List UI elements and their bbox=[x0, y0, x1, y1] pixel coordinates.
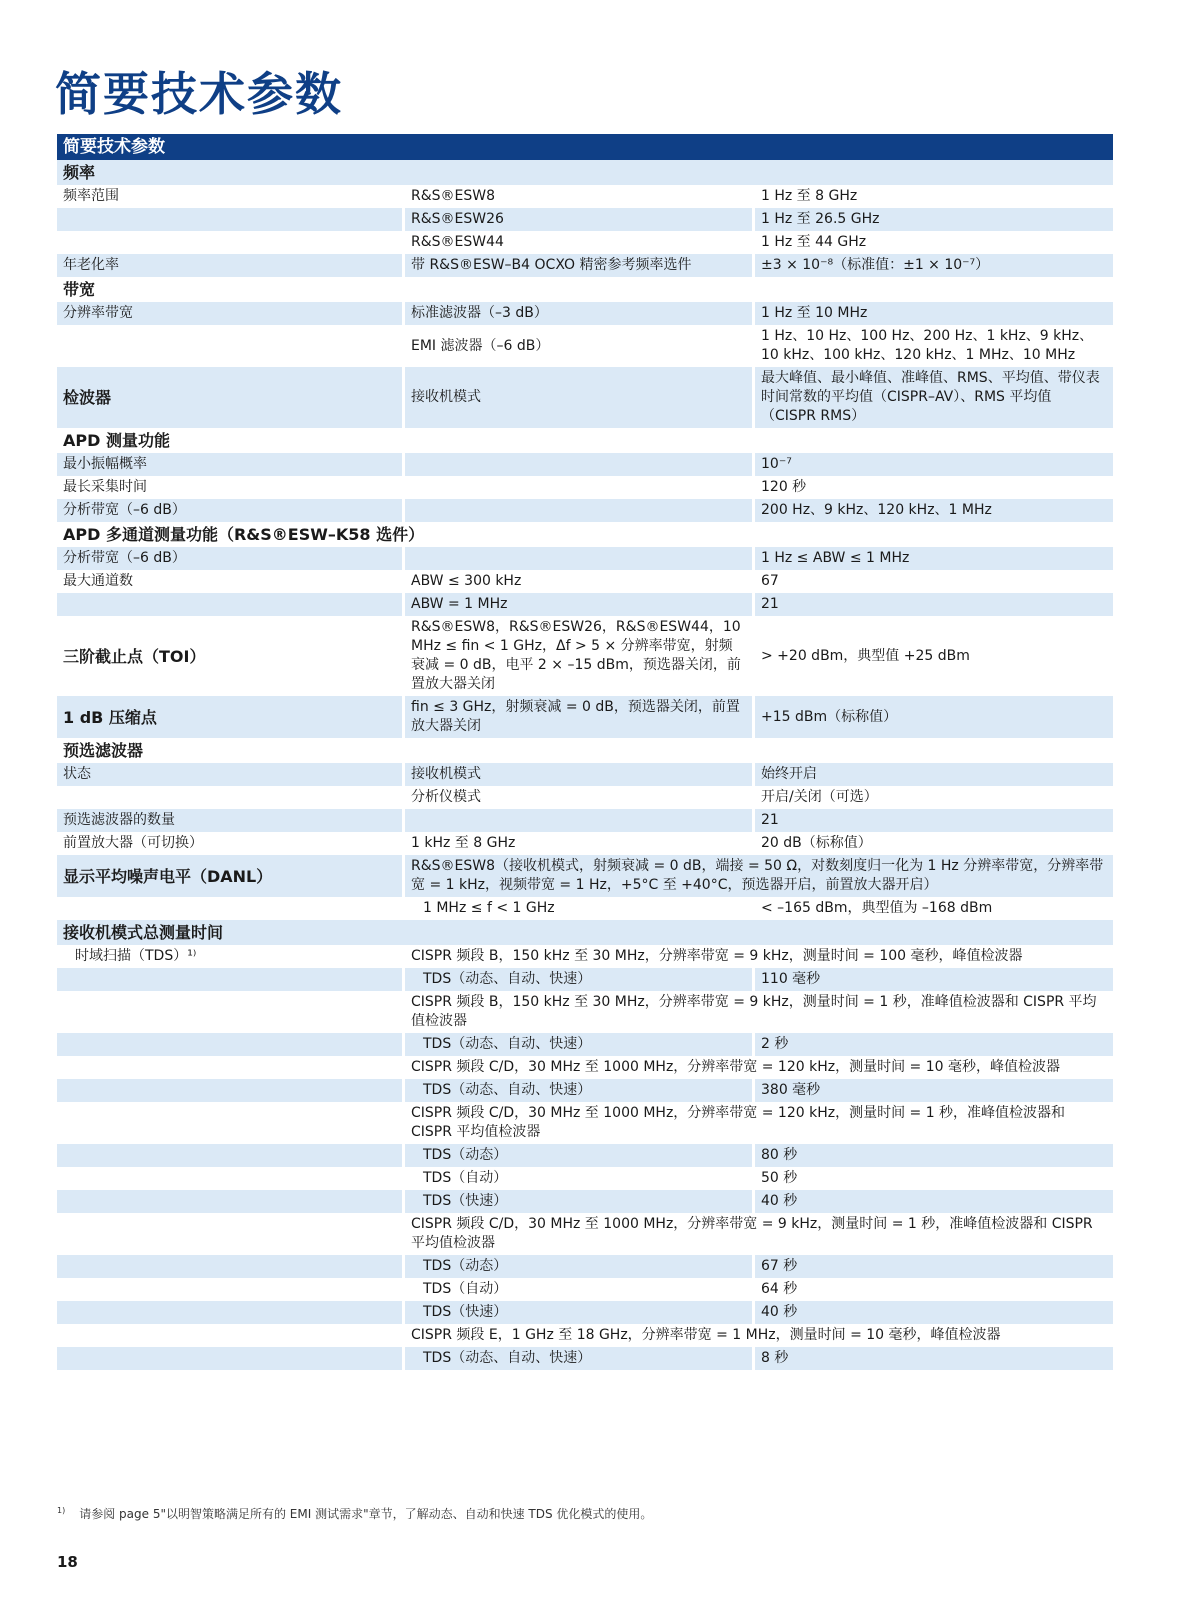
value-cell: 始终开启 bbox=[755, 763, 1113, 786]
value-cell: 1 Hz ≤ ABW ≤ 1 MHz bbox=[755, 547, 1113, 570]
param-cell bbox=[57, 1301, 405, 1324]
table-row bbox=[57, 616, 1113, 696]
table-row bbox=[57, 855, 1113, 897]
table-row bbox=[57, 1079, 1113, 1102]
section-heading: 接收机模式总测量时间 bbox=[57, 920, 1113, 945]
value-cell: 50 秒 bbox=[755, 1167, 1113, 1190]
param-cell: 最小振幅概率 bbox=[57, 453, 405, 476]
value-cell: 80 秒 bbox=[755, 1144, 1113, 1167]
condition-cell: 标准滤波器（–3 dB） bbox=[405, 302, 755, 325]
value-cell: 1 Hz 至 44 GHz bbox=[755, 231, 1113, 254]
condition-cell: TDS（自动） bbox=[405, 1167, 755, 1190]
section-row bbox=[57, 920, 1113, 945]
value-cell: 67 秒 bbox=[755, 1255, 1113, 1278]
table-row bbox=[57, 547, 1113, 570]
value-cell: 200 Hz、9 kHz、120 kHz、1 MHz bbox=[755, 499, 1113, 522]
param-cell: 分辨率带宽 bbox=[57, 302, 405, 325]
condition-cell: 接收机模式 bbox=[405, 367, 755, 428]
table-row bbox=[57, 476, 1113, 499]
param-cell: 分析带宽（–6 dB） bbox=[57, 547, 405, 570]
table-row bbox=[57, 991, 1113, 1033]
footnote bbox=[57, 1505, 652, 1522]
condition-cell: TDS（动态、自动、快速） bbox=[405, 1033, 755, 1056]
table-row bbox=[57, 367, 1113, 428]
param-cell bbox=[57, 1144, 405, 1167]
value-cell: 最大峰值、最小峰值、准峰值、RMS、平均值、带仪表时间常数的平均值（CISPR–AV）、RMS 平均值（CISPR RMS） bbox=[755, 367, 1113, 428]
condition-cell: R&S®ESW44 bbox=[405, 231, 755, 254]
section-heading: 频率 bbox=[57, 160, 1113, 185]
param-cell bbox=[57, 1347, 405, 1370]
footnote-text: 请参阅 page 5"以明智策略满足所有的 EMI 测试需求"章节，了解动态、自动和快速 TDS 优化模式的使用。 bbox=[79, 1507, 653, 1521]
param-cell: 1 dB 压缩点 bbox=[57, 696, 405, 738]
table-row bbox=[57, 696, 1113, 738]
param-cell bbox=[57, 991, 405, 1033]
table-row bbox=[57, 1102, 1113, 1144]
table-row bbox=[57, 593, 1113, 616]
param-cell bbox=[57, 1033, 405, 1056]
condition-cell bbox=[405, 499, 755, 522]
param-cell bbox=[57, 208, 405, 231]
section-row bbox=[57, 738, 1113, 763]
param-cell: 前置放大器（可切换） bbox=[57, 832, 405, 855]
table-row bbox=[57, 1167, 1113, 1190]
table-row bbox=[57, 254, 1113, 277]
value-cell: > +20 dBm，典型值 +25 dBm bbox=[755, 616, 1113, 696]
condition-cell: TDS（动态） bbox=[405, 1144, 755, 1167]
table-row bbox=[57, 231, 1113, 254]
table-row bbox=[57, 786, 1113, 809]
param-cell bbox=[57, 1079, 405, 1102]
value-cell: 21 bbox=[755, 593, 1113, 616]
param-cell: 预选滤波器的数量 bbox=[57, 809, 405, 832]
param-cell bbox=[57, 1190, 405, 1213]
table-row bbox=[57, 570, 1113, 593]
table-row bbox=[57, 1144, 1113, 1167]
condition-cell: 接收机模式 bbox=[405, 763, 755, 786]
condition-cell: R&S®ESW8 bbox=[405, 185, 755, 208]
value-cell: 1 Hz、10 Hz、100 Hz、200 Hz、1 kHz、9 kHz、10 kHz、100 kHz、120 kHz、1 MHz、10 MHz bbox=[755, 325, 1113, 367]
table-row bbox=[57, 453, 1113, 476]
param-cell: 状态 bbox=[57, 763, 405, 786]
param-cell: 最大通道数 bbox=[57, 570, 405, 593]
table-row bbox=[57, 185, 1113, 208]
param-cell bbox=[57, 897, 405, 920]
param-cell: 年老化率 bbox=[57, 254, 405, 277]
condition-cell: TDS（动态、自动、快速） bbox=[405, 1079, 755, 1102]
param-cell bbox=[57, 1278, 405, 1301]
value-cell: 120 秒 bbox=[755, 476, 1113, 499]
param-cell bbox=[57, 1167, 405, 1190]
spec-table bbox=[57, 134, 1113, 1370]
param-cell bbox=[57, 1056, 405, 1079]
table-row bbox=[57, 1190, 1113, 1213]
param-cell: 时域扫描（TDS）¹⁾ bbox=[57, 945, 405, 968]
value-cell: 20 dB（标称值） bbox=[755, 832, 1113, 855]
table-row bbox=[57, 302, 1113, 325]
value-cell: 40 秒 bbox=[755, 1190, 1113, 1213]
param-cell: 显示平均噪声电平（DANL） bbox=[57, 855, 405, 897]
section-row bbox=[57, 160, 1113, 185]
table-row bbox=[57, 1213, 1113, 1255]
value-cell: 40 秒 bbox=[755, 1301, 1113, 1324]
value-cell: 8 秒 bbox=[755, 1347, 1113, 1370]
footnote-mark: 1) bbox=[57, 1506, 66, 1515]
table-row bbox=[57, 208, 1113, 231]
condition-cell: R&S®ESW8，R&S®ESW26，R&S®ESW44，10 MHz ≤ fin < 1 GHz，Δf > 5 × 分辨率带宽，射频衰减 = 0 dB，电平 2 × –15 dBm，预选器关闭，前置放大器关闭 bbox=[405, 616, 755, 696]
condition-cell: TDS（快速） bbox=[405, 1301, 755, 1324]
value-cell: +15 dBm（标称值） bbox=[755, 696, 1113, 738]
param-cell bbox=[57, 325, 405, 367]
param-cell bbox=[57, 786, 405, 809]
section-row bbox=[57, 522, 1113, 547]
value-cell: 2 秒 bbox=[755, 1033, 1113, 1056]
table-row bbox=[57, 325, 1113, 367]
table-row bbox=[57, 945, 1113, 968]
table-row bbox=[57, 1056, 1113, 1079]
condition-cell: TDS（自动） bbox=[405, 1278, 755, 1301]
table-row bbox=[57, 1278, 1113, 1301]
condition-cell bbox=[405, 809, 755, 832]
condition-cell: 1 kHz 至 8 GHz bbox=[405, 832, 755, 855]
param-cell bbox=[57, 231, 405, 254]
table-header-row bbox=[57, 134, 1113, 160]
condition-cell: R&S®ESW26 bbox=[405, 208, 755, 231]
param-cell bbox=[57, 1102, 405, 1144]
section-heading: 预选滤波器 bbox=[57, 738, 1113, 763]
condition-cell bbox=[405, 476, 755, 499]
condition-cell: TDS（动态、自动、快速） bbox=[405, 968, 755, 991]
condition-cell bbox=[405, 547, 755, 570]
section-heading: APD 测量功能 bbox=[57, 428, 1113, 453]
condition-cell: R&S®ESW8（接收机模式，射频衰减 = 0 dB，端接 = 50 Ω，对数刻度归一化为 1 Hz 分辨率带宽，分辨率带宽 = 1 kHz，视频带宽 = 1 Hz，+5°C 至 +40°C，预选器开启，前置放大器开启） bbox=[405, 855, 1113, 897]
value-cell: ±3 × 10⁻⁸（标准值：±1 × 10⁻⁷） bbox=[755, 254, 1113, 277]
value-cell: 开启/关闭（可选） bbox=[755, 786, 1113, 809]
param-cell bbox=[57, 1324, 405, 1347]
condition-cell: fin ≤ 3 GHz，射频衰减 = 0 dB，预选器关闭，前置放大器关闭 bbox=[405, 696, 755, 738]
param-cell: 频率范围 bbox=[57, 185, 405, 208]
table-row bbox=[57, 897, 1113, 920]
section-row bbox=[57, 277, 1113, 302]
condition-cell: ABW = 1 MHz bbox=[405, 593, 755, 616]
section-row bbox=[57, 428, 1113, 453]
table-row bbox=[57, 1033, 1113, 1056]
condition-cell: CISPR 频段 C/D，30 MHz 至 1000 MHz，分辨率带宽 = 9 kHz，测量时间 = 1 秒，准峰值检波器和 CISPR 平均值检波器 bbox=[405, 1213, 1113, 1255]
condition-cell: 1 MHz ≤ f < 1 GHz bbox=[405, 897, 755, 920]
value-cell: 64 秒 bbox=[755, 1278, 1113, 1301]
value-cell: 380 毫秒 bbox=[755, 1079, 1113, 1102]
page-number: 18 bbox=[57, 1553, 78, 1571]
table-row bbox=[57, 809, 1113, 832]
section-heading: 带宽 bbox=[57, 277, 1113, 302]
value-cell: 67 bbox=[755, 570, 1113, 593]
param-cell: 检波器 bbox=[57, 367, 405, 428]
condition-cell: 分析仪模式 bbox=[405, 786, 755, 809]
param-cell bbox=[57, 593, 405, 616]
value-cell: 110 毫秒 bbox=[755, 968, 1113, 991]
table-header: 简要技术参数 bbox=[57, 134, 1113, 160]
condition-cell bbox=[405, 453, 755, 476]
value-cell: 10⁻⁷ bbox=[755, 453, 1113, 476]
condition-cell: TDS（动态、自动、快速） bbox=[405, 1347, 755, 1370]
condition-cell: TDS（快速） bbox=[405, 1190, 755, 1213]
value-cell: 21 bbox=[755, 809, 1113, 832]
condition-cell: CISPR 频段 B，150 kHz 至 30 MHz，分辨率带宽 = 9 kHz，测量时间 = 100 毫秒，峰值检波器 bbox=[405, 945, 1113, 968]
param-cell bbox=[57, 1213, 405, 1255]
param-cell bbox=[57, 968, 405, 991]
param-cell: 三阶截止点（TOI） bbox=[57, 616, 405, 696]
table-row bbox=[57, 1347, 1113, 1370]
table-row bbox=[57, 1255, 1113, 1278]
condition-cell: EMI 滤波器（–6 dB） bbox=[405, 325, 755, 367]
table-row bbox=[57, 499, 1113, 522]
condition-cell: CISPR 频段 C/D，30 MHz 至 1000 MHz，分辨率带宽 = 120 kHz，测量时间 = 10 毫秒，峰值检波器 bbox=[405, 1056, 1113, 1079]
table-row bbox=[57, 968, 1113, 991]
table-row bbox=[57, 763, 1113, 786]
condition-cell: CISPR 频段 E，1 GHz 至 18 GHz，分辨率带宽 = 1 MHz，测量时间 = 10 毫秒，峰值检波器 bbox=[405, 1324, 1113, 1347]
value-cell: 1 Hz 至 10 MHz bbox=[755, 302, 1113, 325]
condition-cell: TDS（动态） bbox=[405, 1255, 755, 1278]
table-row bbox=[57, 1324, 1113, 1347]
param-cell: 最长采集时间 bbox=[57, 476, 405, 499]
table-row bbox=[57, 1301, 1113, 1324]
condition-cell: CISPR 频段 B，150 kHz 至 30 MHz，分辨率带宽 = 9 kHz，测量时间 = 1 秒，准峰值检波器和 CISPR 平均值检波器 bbox=[405, 991, 1113, 1033]
param-cell bbox=[57, 1255, 405, 1278]
value-cell: < –165 dBm，典型值为 –168 dBm bbox=[755, 897, 1113, 920]
condition-cell: 带 R&S®ESW–B4 OCXO 精密参考频率选件 bbox=[405, 254, 755, 277]
page-title: 简要技术参数 bbox=[55, 67, 343, 121]
condition-cell: CISPR 频段 C/D，30 MHz 至 1000 MHz，分辨率带宽 = 120 kHz，测量时间 = 1 秒，准峰值检波器和 CISPR 平均值检波器 bbox=[405, 1102, 1113, 1144]
param-cell: 分析带宽（–6 dB） bbox=[57, 499, 405, 522]
value-cell: 1 Hz 至 8 GHz bbox=[755, 185, 1113, 208]
value-cell: 1 Hz 至 26.5 GHz bbox=[755, 208, 1113, 231]
condition-cell: ABW ≤ 300 kHz bbox=[405, 570, 755, 593]
table-row bbox=[57, 832, 1113, 855]
section-heading: APD 多通道测量功能（R&S®ESW–K58 选件） bbox=[57, 522, 1113, 547]
